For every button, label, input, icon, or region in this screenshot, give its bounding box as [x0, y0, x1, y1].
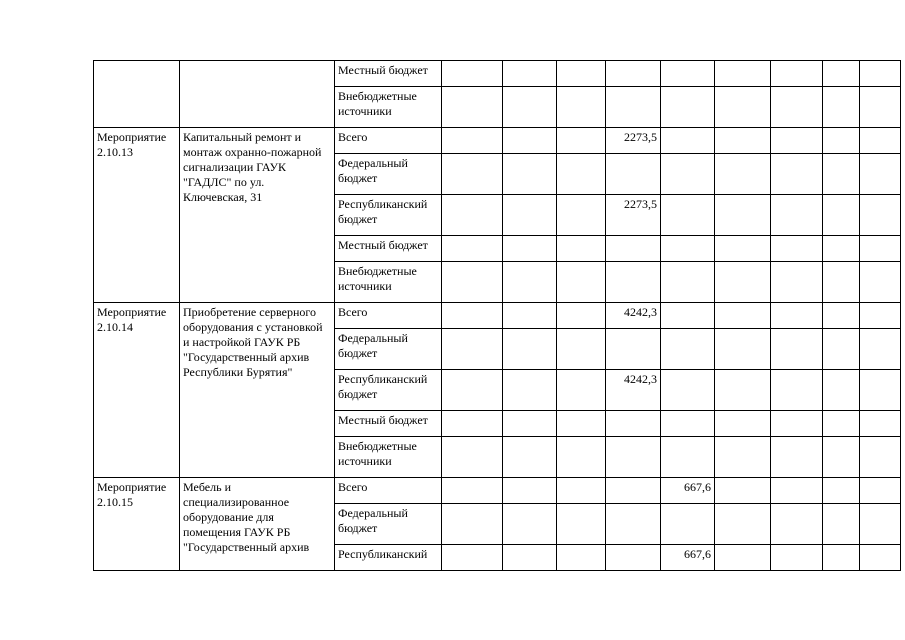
value-cell — [771, 61, 823, 87]
value-cell — [715, 370, 771, 411]
value-cell — [442, 437, 503, 478]
event-id-cell: Мероприятие 2.10.14 — [94, 303, 180, 478]
value-cell — [771, 87, 823, 128]
value-cell — [715, 87, 771, 128]
value-cell — [442, 545, 503, 571]
value-cell — [823, 154, 860, 195]
value-cell — [715, 329, 771, 370]
value-cell — [442, 154, 503, 195]
value-cell — [823, 303, 860, 329]
value-cell — [823, 195, 860, 236]
value-cell — [771, 195, 823, 236]
value-cell — [442, 329, 503, 370]
value-cell: 667,6 — [661, 545, 715, 571]
value-cell — [606, 236, 661, 262]
value-cell — [661, 128, 715, 154]
funding-source-cell: Внебюджетные источники — [335, 262, 442, 303]
value-cell — [503, 411, 557, 437]
value-cell — [557, 195, 606, 236]
value-cell: 2273,5 — [606, 128, 661, 154]
table-row — [94, 61, 901, 87]
value-cell — [503, 437, 557, 478]
value-cell — [557, 411, 606, 437]
value-cell — [557, 128, 606, 154]
value-cell — [503, 303, 557, 329]
funding-source-cell: Местный бюджет — [335, 411, 442, 437]
value-cell — [823, 128, 860, 154]
value-cell — [557, 262, 606, 303]
value-cell — [606, 87, 661, 128]
value-cell — [442, 87, 503, 128]
value-cell — [771, 303, 823, 329]
event-name-cell: Мебель и специализированное оборудование для помещения ГАУК РБ "Государственный архив — [180, 478, 335, 571]
funding-source-cell: Республиканский — [335, 545, 442, 571]
funding-source-cell: Республиканский бюджет — [335, 195, 442, 236]
value-cell — [715, 61, 771, 87]
value-cell — [442, 370, 503, 411]
value-cell — [771, 262, 823, 303]
funding-source-cell: Всего — [335, 128, 442, 154]
value-cell — [860, 195, 901, 236]
value-cell — [771, 437, 823, 478]
value-cell — [860, 370, 901, 411]
value-cell — [442, 478, 503, 504]
table-row — [94, 128, 901, 154]
funding-source-cell: Местный бюджет — [335, 61, 442, 87]
value-cell — [606, 61, 661, 87]
value-cell — [557, 61, 606, 87]
value-cell — [606, 437, 661, 478]
funding-source-cell: Всего — [335, 303, 442, 329]
value-cell — [503, 504, 557, 545]
value-cell — [860, 478, 901, 504]
value-cell — [771, 154, 823, 195]
value-cell — [661, 61, 715, 87]
value-cell — [606, 478, 661, 504]
value-cell — [606, 504, 661, 545]
funding-source-cell: Местный бюджет — [335, 236, 442, 262]
value-cell — [771, 128, 823, 154]
value-cell — [557, 303, 606, 329]
value-cell — [860, 329, 901, 370]
event-name-cell: Приобретение серверного оборудования с установкой и настройкой ГАУК РБ "Государственный архив Республики Бурятия" — [180, 303, 335, 478]
value-cell: 667,6 — [661, 478, 715, 504]
value-cell — [715, 478, 771, 504]
value-cell — [823, 87, 860, 128]
event-name-cell: Капитальный ремонт и монтаж охранно-пожарной сигнализации ГАУК "ГАДЛС" по ул. Ключевская, 31 — [180, 128, 335, 303]
event-id-cell: Мероприятие 2.10.15 — [94, 478, 180, 571]
value-cell — [557, 545, 606, 571]
value-cell — [661, 303, 715, 329]
value-cell — [503, 87, 557, 128]
event-id-cell — [94, 61, 180, 128]
value-cell — [661, 504, 715, 545]
value-cell — [503, 154, 557, 195]
value-cell — [771, 545, 823, 571]
value-cell — [503, 545, 557, 571]
funding-source-cell: Федеральный бюджет — [335, 504, 442, 545]
value-cell — [771, 478, 823, 504]
table-body — [94, 61, 901, 571]
value-cell — [771, 411, 823, 437]
value-cell — [503, 262, 557, 303]
value-cell — [715, 236, 771, 262]
value-cell — [771, 236, 823, 262]
value-cell — [715, 195, 771, 236]
funding-source-cell: Федеральный бюджет — [335, 329, 442, 370]
value-cell — [557, 478, 606, 504]
value-cell — [442, 303, 503, 329]
value-cell — [860, 303, 901, 329]
value-cell — [715, 128, 771, 154]
value-cell — [860, 545, 901, 571]
budget-table — [93, 60, 901, 571]
value-cell — [860, 61, 901, 87]
value-cell — [823, 262, 860, 303]
value-cell — [715, 545, 771, 571]
value-cell — [606, 329, 661, 370]
value-cell — [503, 195, 557, 236]
value-cell — [557, 329, 606, 370]
value-cell — [661, 154, 715, 195]
value-cell — [715, 262, 771, 303]
value-cell — [860, 504, 901, 545]
value-cell — [860, 236, 901, 262]
table-row — [94, 478, 901, 504]
value-cell — [661, 437, 715, 478]
value-cell — [823, 411, 860, 437]
value-cell — [823, 370, 860, 411]
value-cell — [557, 154, 606, 195]
value-cell — [557, 437, 606, 478]
funding-source-cell: Внебюджетные источники — [335, 437, 442, 478]
value-cell: 4242,3 — [606, 303, 661, 329]
funding-source-cell: Республиканский бюджет — [335, 370, 442, 411]
value-cell — [442, 61, 503, 87]
value-cell — [715, 411, 771, 437]
value-cell — [823, 437, 860, 478]
value-cell — [715, 303, 771, 329]
value-cell — [860, 437, 901, 478]
value-cell — [715, 154, 771, 195]
value-cell — [771, 504, 823, 545]
value-cell — [606, 545, 661, 571]
value-cell — [661, 236, 715, 262]
value-cell — [771, 329, 823, 370]
value-cell — [823, 329, 860, 370]
value-cell: 4242,3 — [606, 370, 661, 411]
value-cell — [606, 262, 661, 303]
value-cell — [503, 370, 557, 411]
value-cell — [823, 236, 860, 262]
funding-source-cell: Всего — [335, 478, 442, 504]
value-cell — [860, 128, 901, 154]
value-cell — [442, 504, 503, 545]
value-cell — [503, 128, 557, 154]
value-cell — [442, 195, 503, 236]
value-cell — [661, 370, 715, 411]
value-cell — [557, 370, 606, 411]
value-cell — [860, 87, 901, 128]
value-cell — [860, 262, 901, 303]
value-cell — [503, 236, 557, 262]
value-cell — [860, 154, 901, 195]
value-cell — [557, 236, 606, 262]
value-cell — [860, 411, 901, 437]
value-cell — [557, 87, 606, 128]
funding-source-cell: Федеральный бюджет — [335, 154, 442, 195]
value-cell — [442, 411, 503, 437]
value-cell — [661, 87, 715, 128]
value-cell — [606, 411, 661, 437]
event-name-cell — [180, 61, 335, 128]
value-cell — [661, 329, 715, 370]
value-cell — [503, 478, 557, 504]
value-cell — [503, 61, 557, 87]
value-cell — [442, 262, 503, 303]
value-cell — [606, 154, 661, 195]
value-cell — [715, 504, 771, 545]
value-cell — [503, 329, 557, 370]
value-cell — [823, 504, 860, 545]
value-cell — [442, 128, 503, 154]
funding-source-cell: Внебюджетные источники — [335, 87, 442, 128]
value-cell — [661, 262, 715, 303]
value-cell — [661, 411, 715, 437]
table-row — [94, 303, 901, 329]
value-cell — [557, 504, 606, 545]
value-cell — [823, 61, 860, 87]
value-cell — [823, 545, 860, 571]
event-id-cell: Мероприятие 2.10.13 — [94, 128, 180, 303]
value-cell — [715, 437, 771, 478]
value-cell — [771, 370, 823, 411]
value-cell — [442, 236, 503, 262]
value-cell: 2273,5 — [606, 195, 661, 236]
value-cell — [661, 195, 715, 236]
value-cell — [823, 478, 860, 504]
